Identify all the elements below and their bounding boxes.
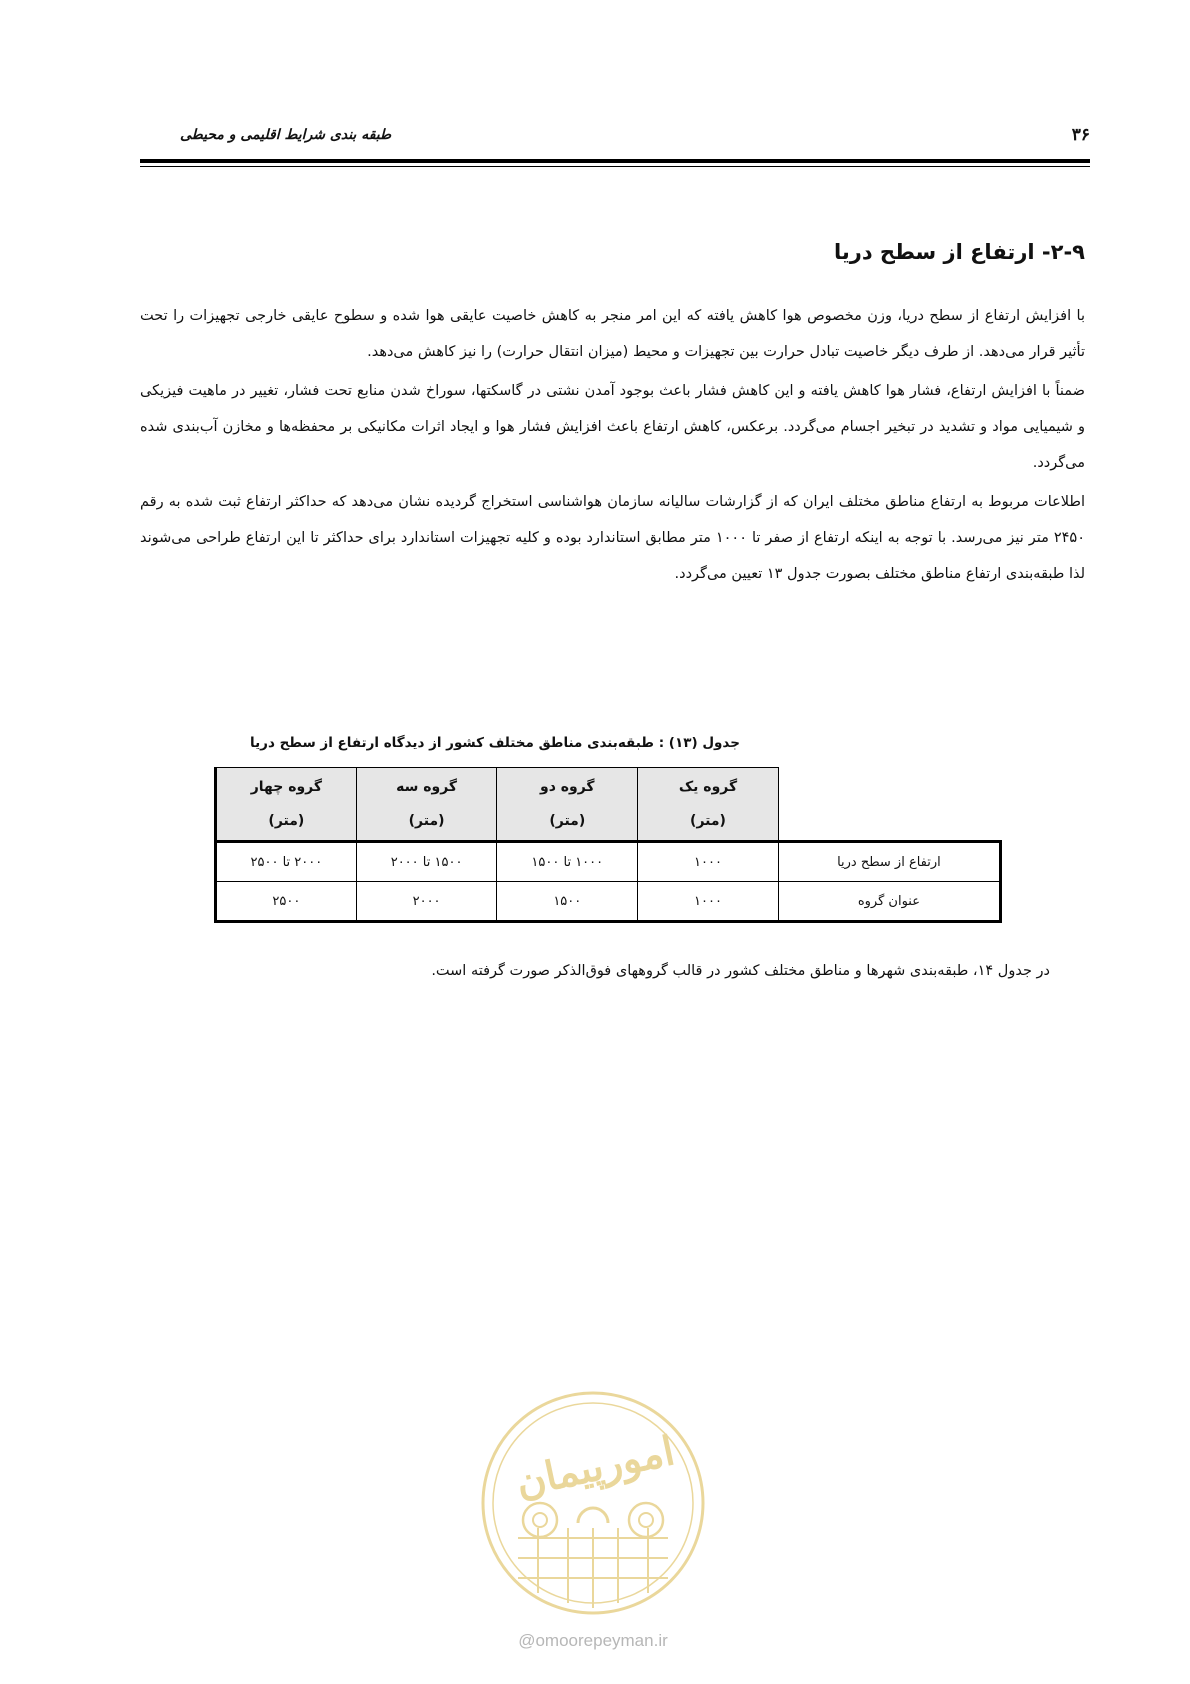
- table-cell: ۱۵۰۰: [497, 882, 638, 922]
- section-body: [140, 298, 1085, 595]
- table-row: [216, 842, 1001, 882]
- column-header-name: گروه دو: [540, 779, 595, 795]
- closing-paragraph: در جدول ۱۴، طبقه‌بندی شهرها و مناطق مختلف کشور در قالب گروههای فوق‌الذکر صورت گرفته است.: [431, 963, 1050, 979]
- column-header-name: گروه سه: [396, 779, 458, 795]
- table-header-row: [216, 768, 1001, 842]
- table-row: [216, 882, 1001, 922]
- table-caption: جدول (۱۳) : طبقه‌بندی مناطق مختلف کشور از دیدگاه ارتفاع از سطح دریا: [250, 735, 740, 751]
- header-rule-thin: [140, 166, 1090, 167]
- watermark-url: @omoorepeyman.ir: [518, 1631, 668, 1650]
- table-cell: ۲۰۰۰: [356, 882, 497, 922]
- row-label-altitude: ارتفاع از سطح دریا: [778, 842, 1000, 882]
- paragraph-1: با افزایش ارتفاع از سطح دریا، وزن مخصوص هوا کاهش یافته که این امر منجر به کاهش خاصیت عایقی هوا شده و سطوح عایقی خارجی تجهیزات را تحت تأثیر قرار می‌دهد. از طرف دیگر خاصیت تبادل حرارت بین تجهیزات و محیط (میزان انتقال حرارت) را نیز کاهش می‌دهد.: [140, 308, 1085, 360]
- column-header-name: گروه چهار: [250, 779, 323, 795]
- column-header-unit: (متر): [690, 813, 726, 829]
- row-label-group-title: عنوان گروه: [778, 882, 1000, 922]
- table-cell: ۱۰۰۰: [638, 882, 779, 922]
- page-number: ۳۶: [1071, 125, 1090, 145]
- column-header-group-2: [497, 768, 638, 842]
- altitude-classification-table: [214, 767, 1002, 923]
- table-cell: ۱۰۰۰: [638, 842, 779, 882]
- column-header-group-4: [216, 768, 357, 842]
- table-cell: ۲۵۰۰: [216, 882, 357, 922]
- table-cell: ۲۰۰۰ تا ۲۵۰۰: [216, 842, 357, 882]
- paragraph-2: ضمناً با افزایش ارتفاع، فشار هوا کاهش یافته و این کاهش فشار باعث بوجود آمدن نشتی در گاسکتها، سوراخ شدن منابع تحت فشار، تغییر در ماهیت فیزیکی و شیمیایی مواد و تشدید در تبخیر اجسام می‌گردد. برعکس، کاهش ارتفاع باعث افزایش فشار هوا و ایجاد اثرات مکانیکی بر محفظه‌ها و مخازن آب‌بندی شده می‌گردد.: [140, 383, 1085, 471]
- section-heading: ۲-۹- ارتفاع از سطح دریا: [833, 240, 1085, 264]
- table-cell: ۱۵۰۰ تا ۲۰۰۰: [356, 842, 497, 882]
- paragraph-3: اطلاعات مربوط به ارتفاع مناطق مختلف ایران که از گزارشات سالیانه سازمان هواشناسی استخراج گردیده نشان می‌دهد که حداکثر ارتفاع ثبت شده به رقم ۲۴۵۰ متر نیز می‌رسد. با توجه به اینکه ارتفاع از صفر تا ۱۰۰۰ متر مطابق استاندارد بوده و کلیه تجهیزات استاندارد برای حداکثر تا این ارتفاع طراحی می‌شوند لذا طبقه‌بندی ارتفاع مناطق مختلف بصورت جدول ۱۳ تعیین می‌گردد.: [140, 494, 1085, 582]
- column-header-unit: (متر): [408, 813, 445, 829]
- table-corner-cell: [778, 768, 1000, 842]
- header-rule-thick: [140, 159, 1090, 163]
- column-header-group-1: [638, 768, 779, 842]
- table-cell: ۱۰۰۰ تا ۱۵۰۰: [497, 842, 638, 882]
- column-header-unit: (متر): [268, 813, 305, 829]
- column-header-unit: (متر): [549, 813, 586, 829]
- watermark-logo: [478, 1388, 708, 1618]
- column-header-group-3: [356, 768, 497, 842]
- seal-icon: [483, 1393, 703, 1613]
- column-header-name: گروه یک: [678, 779, 738, 795]
- running-title: طبقه بندی شرایط اقلیمی و محیطی: [180, 127, 392, 143]
- watermark-logo-text: امورپیمان: [511, 1427, 679, 1507]
- page-header: [140, 125, 1090, 149]
